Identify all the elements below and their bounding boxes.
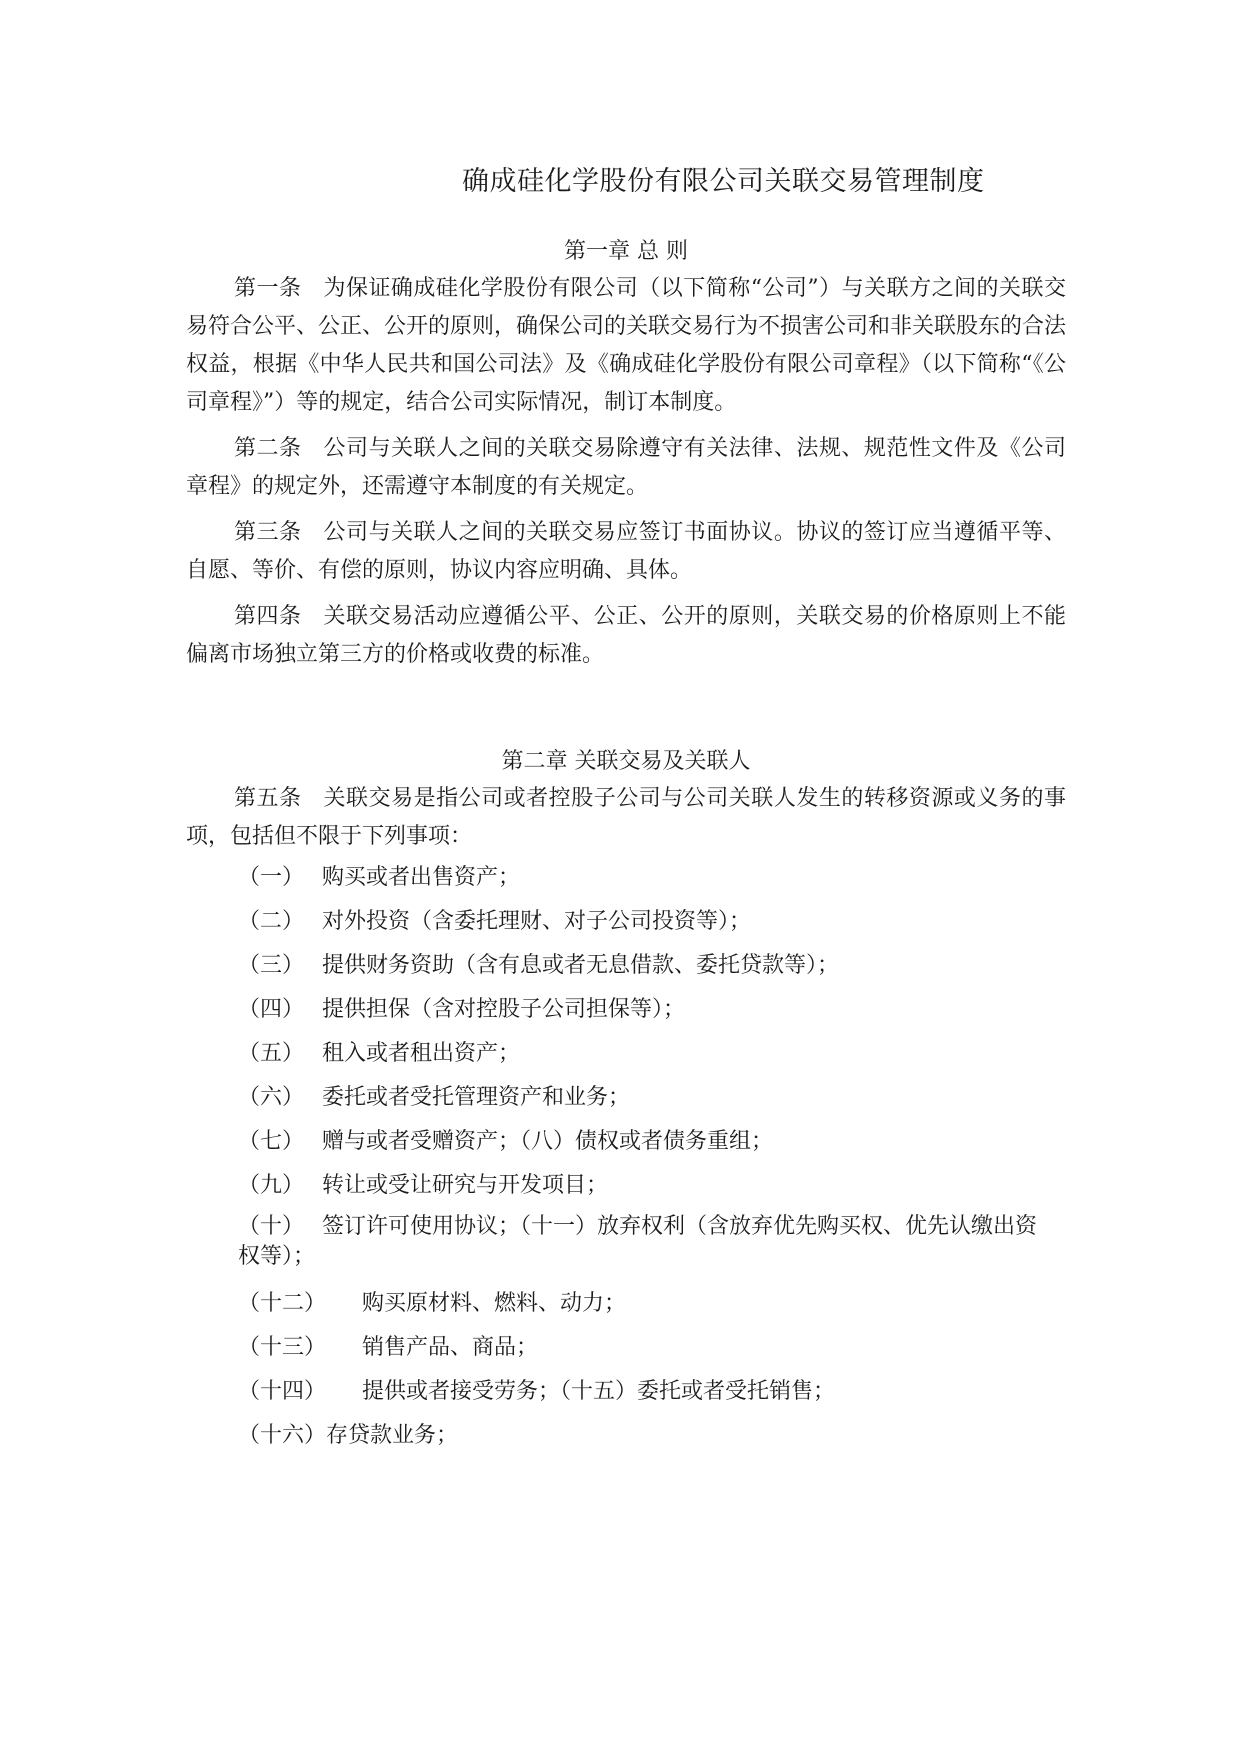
list-item: （十） 签订许可使用协议；（十一）放弃权利（含放弃优先购买权、优先认缴出资权等）； [238,1214,1038,1269]
list-item: （十六）存贷款业务； [238,1423,459,1448]
chapter-1-heading: 第一章 总 则 [564,239,688,264]
article-3 [186,514,1066,590]
list-item: （二） 对外投资（含委托理财、对子公司投资等）； [238,909,752,934]
chapter-2-heading: 第二章 关联交易及关联人 [501,749,751,774]
article-5 [186,780,1066,856]
list-item: （一） 购买或者出售资产； [238,865,521,890]
article-label: 第五条 [234,786,302,811]
article-text: 公司与关联人之间的关联交易除遵守有关法律、法规、规范性文件及《公司章程》的规定外，还需遵守本制度的有关规定。 [186,436,1066,499]
article-text: 为保证确成硅化学股份有限公司（以下简称“公司”）与关联方之间的关联交易符合公平、公正、公开的原则，确保公司的关联交易行为不损害公司和非关联股东的合法权益，根据《中华人民共和国公司法》及《确成硅化学股份有限公司章程》（以下简称“《公司章程》”）等的规定，结合公司实际情况，制订本制度。 [186,276,1067,415]
list-item: （三） 提供财务资助（含有息或者无息借款、委托贷款等）； [238,953,840,978]
article-4 [186,598,1066,674]
list-item: （十二） 购买原材料、燃料、动力； [238,1291,627,1316]
list-item: （九） 转让或受让研究与开发项目； [238,1173,609,1198]
list-item: （七） 赠与或者受赠资产；（八）债权或者债务重组； [238,1129,774,1154]
article-1 [186,270,1066,422]
article-text: 关联交易活动应遵循公平、公正、公开的原则，关联交易的价格原则上不能偏离市场独立第三方的价格或收费的标准。 [186,604,1066,667]
document-title: 确成硅化学股份有限公司关联交易管理制度 [462,166,985,197]
article-text: 关联交易是指公司或者控股子公司与公司关联人发生的转移资源或义务的事项，包括但不限于下列事项： [186,786,1066,849]
list-item: （四） 提供担保（含对控股子公司担保等）； [238,997,686,1022]
article-label: 第二条 [234,436,302,461]
article-label: 第一条 [234,276,302,301]
article-2 [186,430,1066,506]
chapter-1-articles [186,270,1066,674]
article-text: 公司与关联人之间的关联交易应签订书面协议。协议的签订应当遵循平等、自愿、等价、有偿的原则，协议内容应明确、具体。 [186,520,1066,583]
list-item: （十四） 提供或者接受劳务；（十五）委托或者受托销售； [238,1379,836,1404]
article-5-para [186,780,1066,856]
transaction-items-list [238,860,1058,1462]
article-label: 第三条 [234,520,302,545]
article-label: 第四条 [234,604,302,629]
list-item: （五） 租入或者租出资产； [238,1041,521,1066]
list-item: （十三） 销售产品、商品； [238,1335,539,1360]
list-item: （六） 委托或者受托管理资产和业务； [238,1085,631,1110]
